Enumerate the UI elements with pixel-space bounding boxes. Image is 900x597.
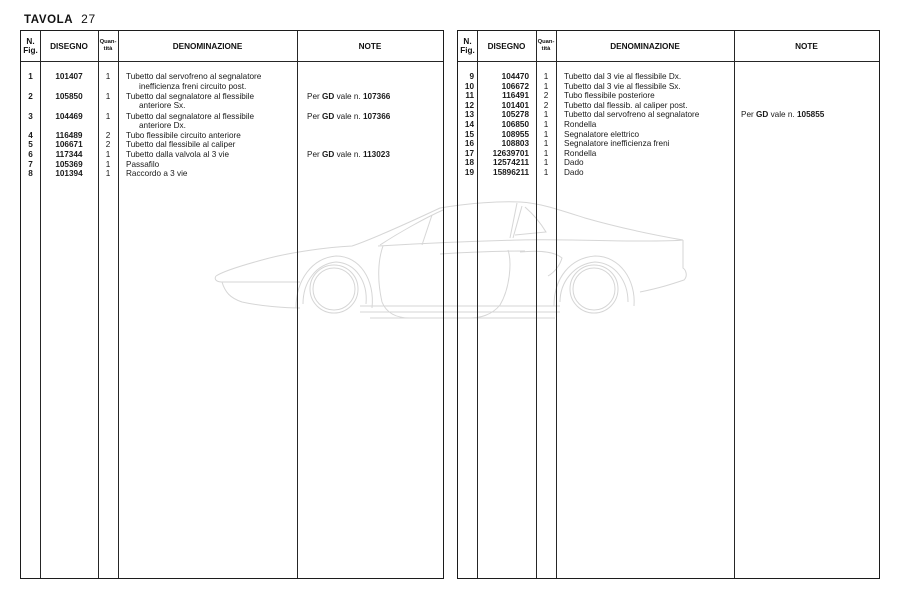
cell-disegno: 116491: [502, 91, 529, 101]
header-quantita: [536, 31, 556, 61]
tavola-label: TAVOLA: [24, 14, 74, 26]
cell-fig: 12: [464, 100, 474, 110]
table-row: [21, 131, 443, 141]
cell-denominazione: anteriore Dx.: [139, 121, 186, 131]
cell-denominazione: Tubo flessibile circuito anteriore: [126, 130, 241, 140]
cell-denominazione: Tubo flessibile posteriore: [564, 91, 655, 101]
cell-fig: 18: [464, 158, 474, 168]
cell-denominazione: Segnalatore elettrico: [564, 129, 640, 139]
cell-denominazione: Tubetto dal flessibile al caliper: [126, 140, 236, 150]
header-note: NOTE: [795, 41, 818, 51]
cell-fig: 1: [28, 72, 33, 81]
note-number: 105855: [797, 110, 825, 120]
cell-fig: 6: [28, 149, 33, 159]
cell-quantita: 1: [543, 110, 549, 120]
cell-disegno: 106672: [501, 81, 529, 91]
header-disegno: DISEGNO: [50, 41, 88, 51]
cell-disegno: 101394: [55, 169, 83, 179]
header-fig-line2: Fig.: [23, 46, 38, 55]
table-row-continuation: [21, 82, 443, 92]
cell-fig: 4: [28, 130, 33, 140]
table-body: [458, 72, 879, 178]
note-model: GD: [756, 110, 769, 120]
cell-quantita: 1: [105, 91, 111, 101]
header-fig-line2: Fig.: [460, 46, 475, 55]
cell-fig: 9: [469, 72, 474, 81]
table-row: [458, 158, 879, 168]
table-row: [458, 120, 879, 130]
note-prefix: Per: [307, 111, 323, 121]
header-quantita-line2: tità: [103, 46, 113, 52]
cell-disegno: 106671: [55, 140, 83, 150]
cell-disegno: 108803: [501, 139, 529, 149]
cell-disegno: 108955: [501, 129, 529, 139]
cell-fig: 14: [464, 119, 474, 129]
table-row: [458, 72, 879, 82]
table-row: [458, 139, 879, 149]
note-model: GD: [322, 91, 335, 101]
cell-fig: 15: [464, 129, 474, 139]
header-divider: [458, 61, 879, 62]
cell-quantita: 1: [105, 169, 111, 179]
table-row: [458, 82, 879, 92]
note-text: vale n.: [768, 110, 797, 120]
note-text: vale n.: [334, 91, 363, 101]
cell-disegno: 106850: [501, 119, 529, 129]
note-number: 107366: [363, 91, 391, 101]
header-fig-line1: N.: [463, 37, 472, 46]
cell-quantita: 1: [543, 158, 549, 168]
cell-denominazione: Rondella: [564, 119, 597, 129]
cell-disegno: 12574211: [493, 158, 529, 168]
cell-quantita: 1: [105, 111, 111, 121]
header-quantita-line1: Quan-: [99, 39, 117, 45]
cell-quantita: 1: [105, 149, 111, 159]
cell-note: [307, 112, 390, 122]
table-row: [21, 150, 443, 160]
cell-denominazione: Dado: [564, 158, 584, 168]
cell-quantita: 1: [543, 81, 549, 91]
page-title: [24, 12, 96, 26]
table-row-continuation: [21, 121, 443, 131]
parts-table-right: [457, 30, 880, 579]
cell-quantita: 1: [543, 148, 549, 158]
cell-disegno: 101407: [55, 72, 83, 81]
cell-fig: 16: [464, 139, 474, 149]
cell-fig: 7: [28, 159, 33, 169]
note-text: vale n.: [334, 111, 363, 121]
table-row: [458, 168, 879, 178]
cell-denominazione: Passafilo: [126, 159, 160, 169]
cell-denominazione: Tubetto dal flessib. al caliper post.: [564, 100, 688, 110]
header-fig-line1: N.: [26, 37, 35, 46]
table-row: [21, 112, 443, 122]
table-row: [21, 72, 443, 82]
table-row-continuation: [21, 101, 443, 111]
table-row: [21, 140, 443, 150]
cell-note: [307, 92, 390, 102]
cell-disegno: 12639701: [492, 148, 529, 158]
cell-fig: 17: [464, 148, 474, 158]
cell-denominazione: Tubetto dal segnalatore al flessibile: [126, 111, 255, 121]
cell-fig: 10: [464, 81, 474, 91]
table-row: [458, 130, 879, 140]
header-quantita-line2: tità: [541, 46, 551, 52]
cell-denominazione: Tubetto dal segnalatore al flessibile: [126, 91, 255, 101]
cell-fig: 3: [28, 111, 33, 121]
header-denominazione: DENOMINAZIONE: [172, 41, 243, 51]
cell-quantita: 1: [105, 72, 111, 81]
header-quantita: [98, 31, 118, 61]
cell-denominazione: Dado: [564, 167, 584, 177]
cell-disegno: 105850: [55, 91, 83, 101]
cell-quantita: 1: [543, 72, 549, 81]
cell-fig: 13: [464, 110, 474, 120]
table-row: [458, 149, 879, 159]
cell-denominazione: Tubetto dal 3 vie al flessibile Dx.: [564, 72, 682, 81]
cell-denominazione: Raccordo a 3 vie: [126, 169, 188, 179]
cell-quantita: 2: [543, 91, 549, 101]
note-text: vale n.: [334, 149, 363, 159]
cell-denominazione: inefficienza freni circuito post.: [139, 81, 247, 91]
cell-denominazione: anteriore Sx.: [139, 101, 186, 111]
header-denominazione: DENOMINAZIONE: [610, 41, 680, 51]
table-row: [458, 110, 879, 120]
cell-quantita: 1: [543, 129, 549, 139]
cell-quantita: 2: [105, 140, 111, 150]
cell-quantita: 2: [543, 100, 549, 110]
cell-denominazione: Rondella: [564, 148, 597, 158]
cell-disegno: 105369: [55, 159, 83, 169]
cell-quantita: 1: [105, 159, 111, 169]
table-row: [458, 91, 879, 101]
cell-disegno: 116489: [55, 130, 83, 140]
tavola-number: 27: [81, 12, 96, 26]
cell-denominazione: Tubetto dal servofreno al segnalatore: [126, 72, 262, 81]
cell-denominazione: Tubetto dal 3 vie al flessibile Sx.: [564, 81, 681, 91]
note-model: GD: [322, 149, 335, 159]
cell-denominazione: Segnalatore inefficienza freni: [564, 139, 670, 149]
header-fig: [458, 31, 477, 61]
cell-disegno: 101401: [501, 100, 529, 110]
cell-disegno: 117344: [55, 149, 83, 159]
cell-quantita: 1: [543, 167, 549, 177]
note-number: 113023: [363, 149, 390, 159]
cell-fig: 2: [28, 91, 33, 101]
cell-quantita: 2: [105, 130, 111, 140]
parts-table-left: [20, 30, 444, 579]
cell-disegno: 15896211: [493, 167, 529, 177]
note-prefix: Per: [307, 91, 323, 101]
cell-disegno: 104469: [55, 111, 83, 121]
cell-fig: 11: [465, 91, 474, 101]
table-row: [21, 92, 443, 102]
note-model: GD: [322, 111, 335, 121]
cell-note: [741, 110, 824, 120]
cell-note: [307, 150, 390, 160]
table-row: [21, 169, 443, 179]
header-quantita-line1: Quan-: [537, 39, 555, 45]
cell-fig: 19: [464, 167, 474, 177]
cell-disegno: 105278: [501, 110, 529, 120]
cell-denominazione: Tubetto dal servofreno al segnalatore: [564, 110, 700, 120]
cell-fig: 5: [28, 140, 33, 150]
note-prefix: Per: [307, 149, 323, 159]
header-note: NOTE: [358, 41, 382, 51]
header-fig: [21, 31, 40, 61]
cell-quantita: 1: [543, 139, 549, 149]
cell-fig: 8: [28, 169, 33, 179]
table-body: [21, 72, 443, 179]
header-divider: [21, 61, 443, 62]
header-disegno: DISEGNO: [487, 41, 526, 51]
cell-denominazione: Tubetto dalla valvola al 3 vie: [126, 149, 230, 159]
table-row: [21, 160, 443, 170]
note-number: 107366: [363, 111, 391, 121]
note-prefix: Per: [741, 110, 757, 120]
table-row: [458, 101, 879, 111]
cell-quantita: 1: [543, 119, 549, 129]
cell-disegno: 104470: [501, 72, 529, 81]
